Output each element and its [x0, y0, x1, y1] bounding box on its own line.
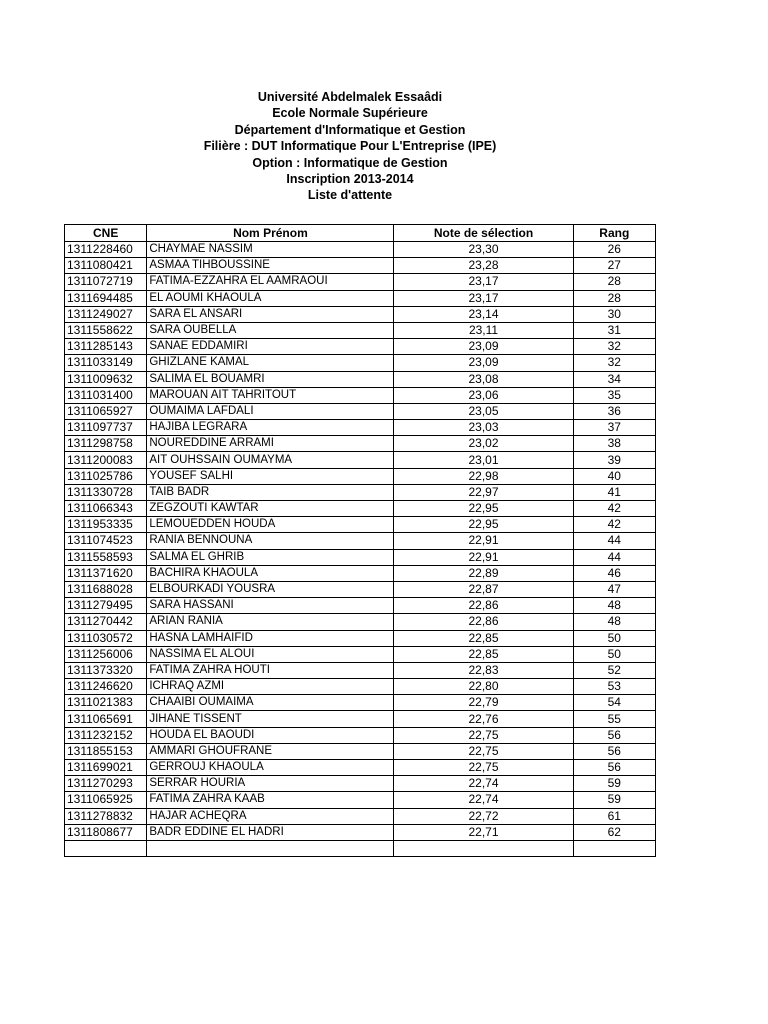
table-row: [65, 598, 656, 614]
cell-cne: 1311330728: [65, 484, 147, 500]
cell-rang: 55: [573, 711, 655, 727]
cell-name: JIHANE TISSENT: [147, 711, 394, 727]
cell-note: 22,85: [394, 630, 573, 646]
table-row: [65, 468, 656, 484]
column-header-name: Nom Prénom: [147, 225, 394, 242]
cell-note: 22,91: [394, 549, 573, 565]
cell-cne: 1311080421: [65, 258, 147, 274]
table-row: [65, 533, 656, 549]
document-header: [0, 89, 700, 204]
table-row: [65, 581, 656, 597]
cell-note: 22,97: [394, 484, 573, 500]
cell-rang: 27: [573, 258, 655, 274]
cell-rang: [573, 840, 655, 856]
column-header-note: Note de sélection: [394, 225, 573, 242]
table-row: [65, 420, 656, 436]
cell-name: BADR EDDINE EL HADRI: [147, 824, 394, 840]
cell-note: 22,95: [394, 501, 573, 517]
cell-note: 22,74: [394, 792, 573, 808]
cell-rang: 36: [573, 403, 655, 419]
cell-rang: 42: [573, 517, 655, 533]
cell-name: LEMOUEDDEN HOUDA: [147, 517, 394, 533]
list-title: Liste d'attente: [307, 188, 393, 203]
cell-note: 22,75: [394, 743, 573, 759]
cell-name: EL AOUMI KHAOULA: [147, 290, 394, 306]
waiting-list-table: [64, 224, 656, 857]
cell-name: FATIMA ZAHRA HOUTI: [147, 662, 394, 678]
cell-name: TAIB BADR: [147, 484, 394, 500]
cell-note: 22,86: [394, 614, 573, 630]
cell-rang: 32: [573, 339, 655, 355]
cell-name: SANAE EDDAMIRI: [147, 339, 394, 355]
cell-note: 23,06: [394, 387, 573, 403]
cell-note: 23,28: [394, 258, 573, 274]
column-header-cne: CNE: [65, 225, 147, 242]
cell-cne: 1311298758: [65, 436, 147, 452]
cell-note: 22,71: [394, 824, 573, 840]
cell-cne: 1311953335: [65, 517, 147, 533]
cell-note: 22,80: [394, 679, 573, 695]
table-row: [65, 776, 656, 792]
table-row: [65, 436, 656, 452]
cell-note: 22,86: [394, 598, 573, 614]
cell-name: SERRAR HOURIA: [147, 776, 394, 792]
table-row: [65, 695, 656, 711]
cell-rang: 53: [573, 679, 655, 695]
cell-rang: 35: [573, 387, 655, 403]
cell-note: 22,72: [394, 808, 573, 824]
table-row: [65, 808, 656, 824]
cell-cne: 1311066343: [65, 501, 147, 517]
cell-note: 23,17: [394, 290, 573, 306]
cell-cne: 1311371620: [65, 565, 147, 581]
cell-cne: 1311009632: [65, 371, 147, 387]
table-row: [65, 242, 656, 258]
cell-rang: 56: [573, 727, 655, 743]
cell-name: SARA EL ANSARI: [147, 306, 394, 322]
cell-cne: 1311808677: [65, 824, 147, 840]
table-row: [65, 339, 656, 355]
cell-rang: 37: [573, 420, 655, 436]
column-header-rang: Rang: [573, 225, 655, 242]
cell-rang: 48: [573, 598, 655, 614]
cell-name: AIT OUHSSAIN OUMAYMA: [147, 452, 394, 468]
cell-cne: 1311030572: [65, 630, 147, 646]
cell-name: YOUSEF SALHI: [147, 468, 394, 484]
cell-name: ASMAA TIHBOUSSINE: [147, 258, 394, 274]
table-row: [65, 484, 656, 500]
cell-note: 23,17: [394, 274, 573, 290]
cell-name: HASNA LAMHAIFID: [147, 630, 394, 646]
table-row: [65, 258, 656, 274]
enrollment-year: Inscription 2013-2014: [286, 171, 414, 186]
cell-cne: 1311065927: [65, 403, 147, 419]
cell-note: [394, 840, 573, 856]
cell-name: SALIMA EL BOUAMRI: [147, 371, 394, 387]
cell-note: 22,89: [394, 565, 573, 581]
cell-cne: 1311270442: [65, 614, 147, 630]
table-body: [65, 242, 656, 857]
cell-name: SARA HASSANI: [147, 598, 394, 614]
cell-cne: 1311279495: [65, 598, 147, 614]
university-name: Université Abdelmalek Essaâdi: [257, 90, 443, 104]
option-name: Option : Informatique de Gestion: [252, 155, 448, 170]
cell-cne: 1311228460: [65, 242, 147, 258]
table-row: [65, 517, 656, 533]
table-header: [65, 225, 656, 242]
cell-name: SARA OUBELLA: [147, 322, 394, 338]
cell-note: 23,09: [394, 355, 573, 371]
table-row: [65, 403, 656, 419]
cell-name: NASSIMA EL ALOUI: [147, 646, 394, 662]
cell-rang: 61: [573, 808, 655, 824]
cell-rang: 44: [573, 549, 655, 565]
department-name: Département d'Informatique et Gestion: [234, 122, 466, 137]
cell-name: ARIAN RANIA: [147, 614, 394, 630]
cell-name: CHAYMAE NASSIM: [147, 242, 394, 258]
cell-rang: 39: [573, 452, 655, 468]
table-row: [65, 630, 656, 646]
cell-cne: 1311072719: [65, 274, 147, 290]
cell-rang: 31: [573, 322, 655, 338]
cell-rang: 52: [573, 662, 655, 678]
table-row: [65, 792, 656, 808]
cell-cne: 1311065925: [65, 792, 147, 808]
cell-name: ZEGZOUTI KAWTAR: [147, 501, 394, 517]
cell-rang: 59: [573, 792, 655, 808]
cell-name: HAJIBA LEGRARA: [147, 420, 394, 436]
table-row: [65, 549, 656, 565]
cell-rang: 56: [573, 760, 655, 776]
cell-name: AMMARI GHOUFRANE: [147, 743, 394, 759]
header-row: [65, 225, 656, 242]
cell-name: RANIA BENNOUNA: [147, 533, 394, 549]
cell-note: 22,85: [394, 646, 573, 662]
cell-rang: 42: [573, 501, 655, 517]
cell-cne: 1311074523: [65, 533, 147, 549]
cell-cne: 1311694485: [65, 290, 147, 306]
cell-rang: 50: [573, 630, 655, 646]
cell-name: MAROUAN AIT TAHRITOUT: [147, 387, 394, 403]
cell-cne: 1311558622: [65, 322, 147, 338]
cell-note: 23,14: [394, 306, 573, 322]
cell-note: 23,30: [394, 242, 573, 258]
table-row: [65, 646, 656, 662]
cell-name: ICHRAQ AZMI: [147, 679, 394, 695]
cell-note: 22,75: [394, 760, 573, 776]
cell-note: 22,98: [394, 468, 573, 484]
cell-rang: 28: [573, 274, 655, 290]
cell-cne: 1311021383: [65, 695, 147, 711]
cell-rang: 32: [573, 355, 655, 371]
cell-note: 23,01: [394, 452, 573, 468]
cell-note: 22,87: [394, 581, 573, 597]
cell-name: GHIZLANE KAMAL: [147, 355, 394, 371]
cell-note: 22,83: [394, 662, 573, 678]
cell-cne: 1311097737: [65, 420, 147, 436]
cell-note: 23,11: [394, 322, 573, 338]
cell-name: CHAAIBI OUMAIMA: [147, 695, 394, 711]
table-row: [65, 322, 656, 338]
table-row: [65, 679, 656, 695]
cell-cne: 1311688028: [65, 581, 147, 597]
cell-rang: 46: [573, 565, 655, 581]
cell-cne: 1311065691: [65, 711, 147, 727]
cell-name: FATIMA ZAHRA KAAB: [147, 792, 394, 808]
cell-cne: 1311249027: [65, 306, 147, 322]
cell-rang: 56: [573, 743, 655, 759]
cell-rang: 28: [573, 290, 655, 306]
cell-note: 22,75: [394, 727, 573, 743]
cell-name: SALMA EL GHRIB: [147, 549, 394, 565]
table-row: [65, 760, 656, 776]
school-name: Ecole Normale Supérieure: [272, 106, 428, 121]
cell-name: GERROUJ KHAOULA: [147, 760, 394, 776]
cell-cne: 1311270293: [65, 776, 147, 792]
table-row: [65, 274, 656, 290]
cell-cne: 1311558593: [65, 549, 147, 565]
table-row: [65, 565, 656, 581]
cell-cne: [65, 840, 147, 856]
cell-name: BACHIRA KHAOULA: [147, 565, 394, 581]
cell-rang: 34: [573, 371, 655, 387]
cell-name: ELBOURKADI YOUSRA: [147, 581, 394, 597]
table-row: [65, 743, 656, 759]
cell-rang: 48: [573, 614, 655, 630]
cell-rang: 30: [573, 306, 655, 322]
cell-cne: 1311232152: [65, 727, 147, 743]
cell-name: OUMAIMA LAFDALI: [147, 403, 394, 419]
cell-cne: 1311246620: [65, 679, 147, 695]
table-row: [65, 306, 656, 322]
table-row: [65, 824, 656, 840]
cell-cne: 1311285143: [65, 339, 147, 355]
table-row: [65, 614, 656, 630]
cell-note: 23,05: [394, 403, 573, 419]
cell-cne: 1311200083: [65, 452, 147, 468]
cell-rang: 50: [573, 646, 655, 662]
cell-cne: 1311855153: [65, 743, 147, 759]
cell-cne: 1311278832: [65, 808, 147, 824]
cell-rang: 44: [573, 533, 655, 549]
cell-rang: 38: [573, 436, 655, 452]
cell-rang: 40: [573, 468, 655, 484]
cell-cne: 1311699021: [65, 760, 147, 776]
cell-rang: 54: [573, 695, 655, 711]
cell-name: HOUDA EL BAOUDI: [147, 727, 394, 743]
cell-note: 23,03: [394, 420, 573, 436]
cell-cne: 1311025786: [65, 468, 147, 484]
cell-name: FATIMA-EZZAHRA EL AAMRAOUI: [147, 274, 394, 290]
table-row: [65, 711, 656, 727]
cell-name: NOUREDDINE ARRAMI: [147, 436, 394, 452]
table-row: [65, 501, 656, 517]
table-row: [65, 290, 656, 306]
cell-note: 22,79: [394, 695, 573, 711]
cell-note: 22,91: [394, 533, 573, 549]
table-row: [65, 371, 656, 387]
cell-name: [147, 840, 394, 856]
cell-cne: 1311373320: [65, 662, 147, 678]
cell-cne: 1311033149: [65, 355, 147, 371]
cell-note: 23,08: [394, 371, 573, 387]
table-row: [65, 662, 656, 678]
cell-cne: 1311256006: [65, 646, 147, 662]
table-row: [65, 387, 656, 403]
program-name: Filière : DUT Informatique Pour L'Entreprise (IPE): [203, 139, 497, 154]
table-row: [65, 452, 656, 468]
cell-note: 22,74: [394, 776, 573, 792]
table-row: [65, 840, 656, 856]
table-row: [65, 355, 656, 371]
cell-rang: 59: [573, 776, 655, 792]
cell-note: 23,02: [394, 436, 573, 452]
cell-cne: 1311031400: [65, 387, 147, 403]
cell-name: HAJAR ACHEQRA: [147, 808, 394, 824]
cell-rang: 47: [573, 581, 655, 597]
cell-note: 22,95: [394, 517, 573, 533]
cell-note: 22,76: [394, 711, 573, 727]
cell-note: 23,09: [394, 339, 573, 355]
table-row: [65, 727, 656, 743]
cell-rang: 41: [573, 484, 655, 500]
cell-rang: 26: [573, 242, 655, 258]
cell-rang: 62: [573, 824, 655, 840]
